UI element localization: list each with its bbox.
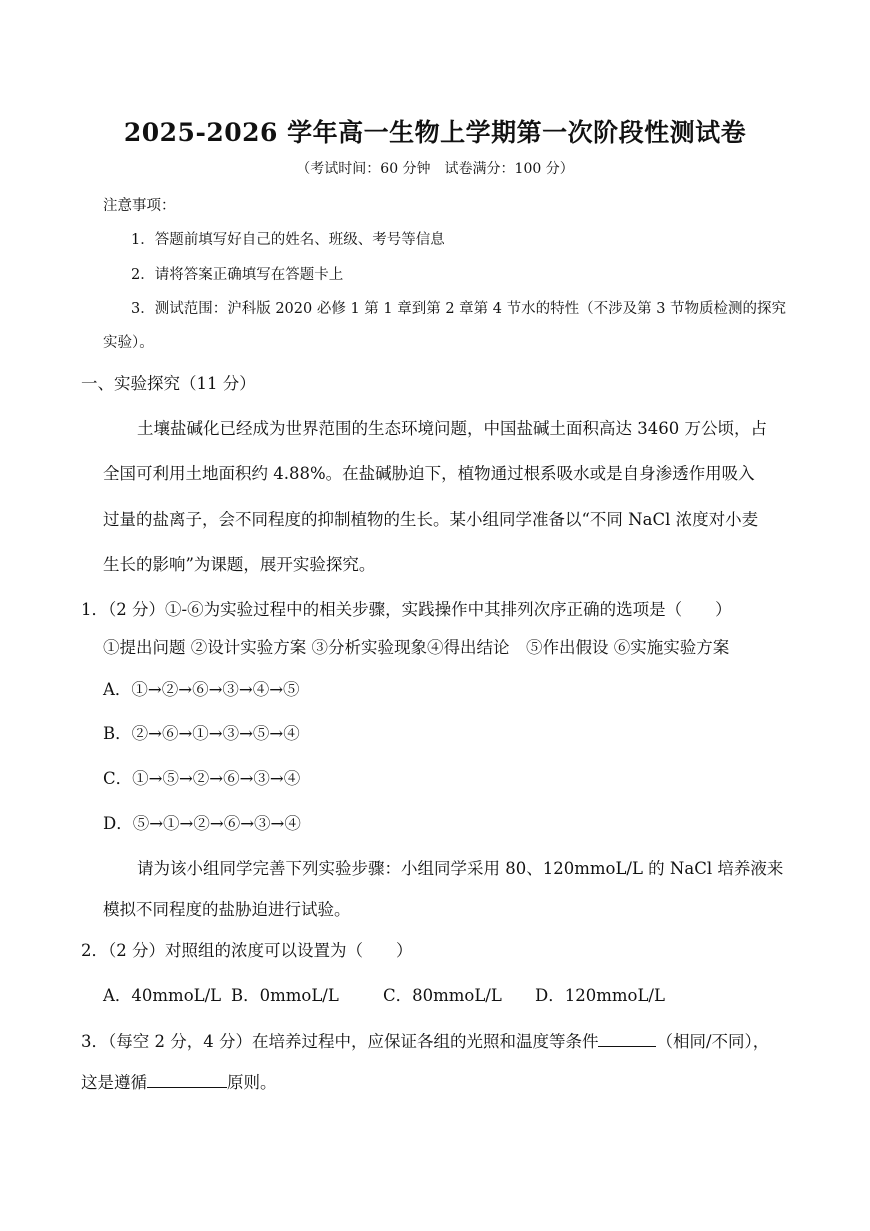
stem-text: （相同/不同）， (656, 1032, 770, 1051)
page-title: 2025-2026 学年高一生物上学期第一次阶段性测试卷 (123, 118, 747, 147)
option-b[interactable]: B．②→⑥→①→③→⑤→④ (103, 724, 300, 743)
option-c[interactable]: C．80mmoL/L (383, 986, 502, 1005)
option-a[interactable]: A．①→②→⑥→③→④→⑤ (103, 680, 300, 699)
exam-info: （考试时间：60 分钟 试卷满分：100 分） (296, 161, 574, 177)
option-a[interactable]: A．40mmoL/L (103, 986, 222, 1005)
note-item: 1．答题前填写好自己的姓名、班级、考号等信息 (131, 232, 445, 248)
stem-text: 原则。 (227, 1073, 277, 1092)
stem-text: 这是遵循 (81, 1073, 147, 1092)
material-line: 模拟不同程度的盐胁迫进行试验。 (103, 900, 351, 919)
stem-text: 3．（每空 2 分，4 分）在培养过程中，应保证各组的光照和温度等条件 (81, 1032, 599, 1051)
option-c[interactable]: C．①→⑤→②→⑥→③→④ (103, 769, 301, 788)
question-stem: 2．（2 分）对照组的浓度可以设置为（ ） (81, 941, 413, 960)
intro-line: 全国可利用土地面积约 4.88%。在盐碱胁迫下，植物通过根系吸水或是自身渗透作用吸入 (103, 464, 755, 483)
notes-heading: 注意事项： (103, 198, 176, 214)
answer-blank[interactable] (598, 1031, 656, 1047)
answer-blank[interactable] (147, 1072, 227, 1088)
note-item: 2．请将答案正确填写在答题卡上 (131, 267, 344, 283)
option-b[interactable]: B．0mmoL/L (231, 986, 339, 1005)
intro-line: 过量的盐离子，会不同程度的抑制植物的生长。某小组同学准备以“不同 NaCl 浓度对小麦 (103, 510, 759, 529)
question-stem-continued (81, 1069, 277, 1093)
intro-line: 土壤盐碱化已经成为世界范围的生态环境问题，中国盐碱土面积高达 3460 万公顷，占 (137, 419, 767, 438)
question-stem: 1．（2 分）①-⑥为实验过程中的相关步骤，实践操作中其排列次序正确的选项是（ ） (81, 600, 732, 619)
option-d[interactable]: D．120mmoL/L (535, 986, 665, 1005)
question-steps: ①提出问题 ②设计实验方案 ③分析实验现象④得出结论 ⑤作出假设 ⑥实施实验方案 (103, 638, 730, 657)
material-line: 请为该小组同学完善下列实验步骤：小组同学采用 80、120mmoL/L 的 NaCl 培养液来 (137, 859, 784, 878)
note-item: 3．测试范围：沪科版 2020 必修 1 第 1 章到第 2 章第 4 节水的特性（不涉及第 3 节物质检测的探究 (131, 301, 787, 317)
option-d[interactable]: D．⑤→①→②→⑥→③→④ (103, 814, 301, 833)
note-item: 实验）。 (103, 335, 154, 351)
intro-line: 生长的影响”为课题，展开实验探究。 (103, 555, 376, 574)
question-stem (81, 1028, 769, 1052)
section-heading: 一、实验探究（11 分） (81, 374, 256, 393)
